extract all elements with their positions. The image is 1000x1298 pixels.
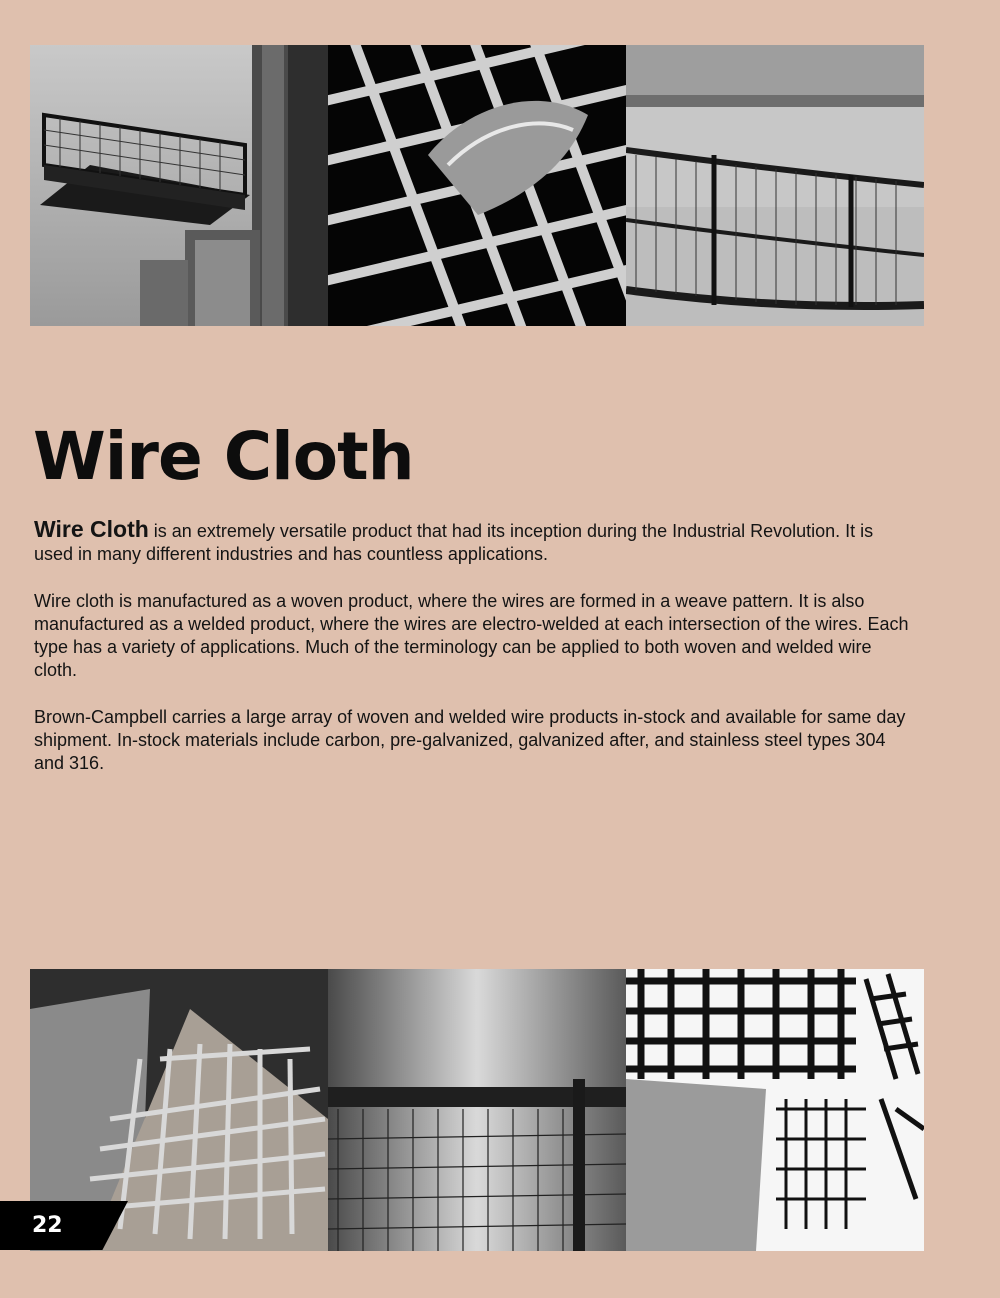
photo-steel-railing-panel (328, 969, 626, 1251)
body-text (34, 518, 914, 799)
photo-woven-wire-closeup (328, 45, 626, 326)
intro-text: is an extremely versatile product that had its inception during the Industrial Revolution. It is used in many different industries and has countless applications. (34, 521, 874, 565)
photo-balcony-mesh-railing (30, 45, 328, 326)
paragraph-inventory: Brown-Campbell carries a large array of woven and welded wire products in-stock and available for same day shipment. In-stock materials include carbon, pre-galvanized, galvanized after, and stainless steel types 304 and 316. (34, 706, 906, 774)
intro-paragraph (34, 518, 914, 567)
bottom-photo-strip (30, 969, 924, 1251)
photo-gym-railing (626, 45, 924, 326)
page-title: Wire Cloth (33, 418, 414, 495)
page-number: 22 (32, 1213, 63, 1238)
photo-wire-cloth-samples (626, 969, 924, 1251)
paragraph-manufacturing: Wire cloth is manufactured as a woven product, where the wires are formed in a weave pattern. It is also manufactured as a welded product, where the wires are electro-welded at each intersection of the wires. Each type has a variety of applications. Much of the terminology can be applied to both woven and welded wire cloth. (34, 590, 909, 681)
top-photo-strip (30, 45, 924, 326)
intro-lead: Wire Cloth (34, 516, 149, 542)
